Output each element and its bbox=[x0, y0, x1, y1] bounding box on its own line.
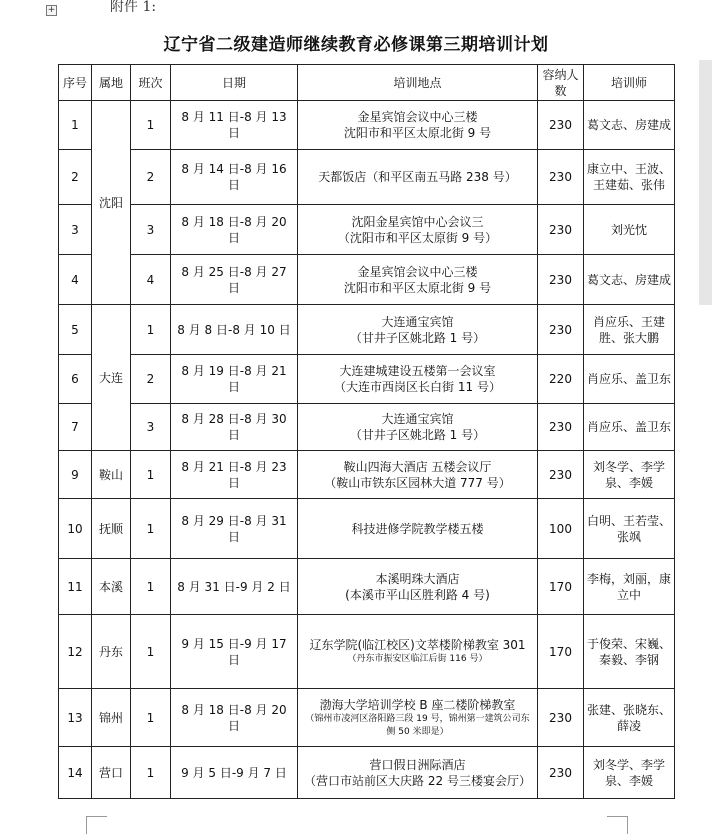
header-venue: 培训地点 bbox=[298, 65, 538, 101]
cell-trainer: 刘光忱 bbox=[584, 205, 675, 255]
table-row bbox=[59, 747, 675, 799]
cell-session: 1 bbox=[131, 499, 171, 559]
cell-date: 9 月 5 日-9 月 7 日 bbox=[171, 747, 298, 799]
cell-session: 3 bbox=[131, 205, 171, 255]
cell-date: 8 月 25 日-8 月 27 日 bbox=[171, 255, 298, 305]
venue-line-2: 沈阳市和平区太原北街 9 号 bbox=[343, 280, 492, 295]
table-row bbox=[59, 689, 675, 747]
header-region: 属地 bbox=[92, 65, 131, 101]
cell-trainer: 李梅，刘丽，康立中 bbox=[584, 559, 675, 615]
page-corner-mark-right bbox=[607, 816, 628, 834]
cell-capacity: 100 bbox=[538, 499, 584, 559]
venue-line-2: 沈阳市和平区太原北街 9 号 bbox=[343, 126, 492, 140]
header-session: 班次 bbox=[131, 65, 171, 101]
cell-seq: 7 bbox=[59, 404, 92, 451]
cell-venue bbox=[298, 305, 538, 355]
cell-region: 大连 bbox=[92, 305, 131, 451]
venue-line-1: 鞍山四海大酒店 五楼会议厅 bbox=[343, 459, 492, 474]
cell-session: 1 bbox=[131, 101, 171, 150]
cell-trainer: 肖应乐、王建胜、张大鹏 bbox=[584, 305, 675, 355]
venue-line-2: （丹东市振安区临江后街 116 号） bbox=[347, 654, 488, 664]
cell-seq: 3 bbox=[59, 205, 92, 255]
page-corner-mark-left bbox=[86, 816, 107, 834]
venue-line-2: （大连市西岗区长白街 11 号） bbox=[334, 380, 501, 394]
venue-line-2: (本溪市平山区胜利路 4 号) bbox=[345, 587, 490, 602]
venue-line-1: 营口假日洲际酒店 bbox=[369, 757, 466, 772]
cell-trainer: 于俊荣、宋巍、秦毅、李钢 bbox=[584, 615, 675, 689]
cell-date: 8 月 8 日-8 月 10 日 bbox=[171, 305, 298, 355]
table-row bbox=[59, 451, 675, 499]
cell-capacity: 230 bbox=[538, 101, 584, 150]
cell-capacity: 230 bbox=[538, 451, 584, 499]
table-row bbox=[59, 101, 675, 150]
table-row bbox=[59, 150, 675, 205]
venue-line-1: 天都饭店（和平区南五马路 238 号） bbox=[318, 170, 517, 184]
vertical-scrollbar[interactable] bbox=[699, 60, 712, 305]
venue-line-1: 金星宾馆会议中心三楼 bbox=[357, 110, 478, 124]
cell-trainer: 张建、张晓东、薛凌 bbox=[584, 689, 675, 747]
cell-date: 8 月 11 日-8 月 13 日 bbox=[171, 101, 298, 150]
cell-date: 8 月 21 日-8 月 23 日 bbox=[171, 451, 298, 499]
cell-venue bbox=[298, 615, 538, 689]
cell-session: 2 bbox=[131, 355, 171, 404]
cell-venue bbox=[298, 499, 538, 559]
venue-line-1: 本溪明珠大酒店 bbox=[375, 571, 460, 586]
cell-session: 3 bbox=[131, 404, 171, 451]
header-capacity: 容纳人数 bbox=[538, 65, 584, 101]
cell-capacity: 230 bbox=[538, 205, 584, 255]
cell-capacity: 230 bbox=[538, 255, 584, 305]
cell-session: 2 bbox=[131, 150, 171, 205]
table-row bbox=[59, 255, 675, 305]
cell-seq: 1 bbox=[59, 101, 92, 150]
cell-venue bbox=[298, 404, 538, 451]
table-move-handle-icon[interactable]: + bbox=[47, 5, 56, 15]
cell-region: 抚顺 bbox=[92, 499, 131, 559]
cell-date: 8 月 28 日-8 月 30 日 bbox=[171, 404, 298, 451]
cell-trainer: 肖应乐、盖卫东 bbox=[584, 404, 675, 451]
header-seq: 序号 bbox=[59, 65, 92, 101]
cell-date: 8 月 19 日-8 月 21 日 bbox=[171, 355, 298, 404]
cell-capacity: 220 bbox=[538, 355, 584, 404]
table-row bbox=[59, 205, 675, 255]
cell-region: 丹东 bbox=[92, 615, 131, 689]
cell-date: 8 月 18 日-8 月 20 日 bbox=[171, 689, 298, 747]
cell-region: 营口 bbox=[92, 747, 131, 799]
venue-line-2: （甘井子区姚北路 1 号） bbox=[349, 330, 486, 345]
cell-session: 1 bbox=[131, 615, 171, 689]
cell-trainer: 康立中、王波、王建茹、张伟 bbox=[584, 150, 675, 205]
cell-session: 1 bbox=[131, 559, 171, 615]
cell-venue bbox=[298, 150, 538, 205]
cell-date: 8 月 14 日-8 月 16 日 bbox=[171, 150, 298, 205]
cell-venue bbox=[298, 355, 538, 404]
venue-line-2: （营口市站前区大庆路 22 号三楼宴会厅） bbox=[304, 773, 531, 788]
cell-region: 沈阳 bbox=[92, 101, 131, 305]
venue-line-2: （鞍山市铁东区园林大道 777 号） bbox=[324, 475, 511, 490]
venue-line-1: 沈阳金星宾馆中心会议三 bbox=[351, 214, 484, 229]
cell-session: 1 bbox=[131, 305, 171, 355]
table-row bbox=[59, 499, 675, 559]
cell-venue bbox=[298, 689, 538, 747]
cell-capacity: 230 bbox=[538, 404, 584, 451]
cell-seq: 5 bbox=[59, 305, 92, 355]
cell-venue bbox=[298, 451, 538, 499]
training-plan-table bbox=[58, 64, 675, 799]
cell-date: 9 月 15 日-9 月 17 日 bbox=[171, 615, 298, 689]
cell-capacity: 230 bbox=[538, 689, 584, 747]
cell-venue bbox=[298, 101, 538, 150]
table-row bbox=[59, 404, 675, 451]
venue-line-1: 渤海大学培训学校 B 座二楼阶梯教室 bbox=[319, 697, 516, 712]
cell-trainer: 白明、王若莹、张飒 bbox=[584, 499, 675, 559]
cell-date: 8 月 31 日-9 月 2 日 bbox=[171, 559, 298, 615]
venue-line-1: 科技进修学院教学楼五楼 bbox=[351, 521, 484, 536]
cell-region: 本溪 bbox=[92, 559, 131, 615]
cell-venue bbox=[298, 559, 538, 615]
cell-seq: 9 bbox=[59, 451, 92, 499]
cell-date: 8 月 29 日-8 月 31 日 bbox=[171, 499, 298, 559]
cell-capacity: 230 bbox=[538, 747, 584, 799]
cell-capacity: 170 bbox=[538, 559, 584, 615]
cell-trainer: 肖应乐、盖卫东 bbox=[584, 355, 675, 404]
cell-venue bbox=[298, 205, 538, 255]
header-trainer: 培训师 bbox=[584, 65, 675, 101]
cell-seq: 6 bbox=[59, 355, 92, 404]
cell-session: 1 bbox=[131, 451, 171, 499]
table-row bbox=[59, 615, 675, 689]
cell-seq: 13 bbox=[59, 689, 92, 747]
cell-capacity: 230 bbox=[538, 150, 584, 205]
table-row bbox=[59, 355, 675, 404]
document-top-strip bbox=[0, 0, 712, 24]
cell-capacity: 230 bbox=[538, 305, 584, 355]
cell-date: 8 月 18 日-8 月 20 日 bbox=[171, 205, 298, 255]
cell-trainer: 葛文志、房建成 bbox=[584, 101, 675, 150]
cell-trainer: 刘冬学、李学泉、李媛 bbox=[584, 451, 675, 499]
cell-seq: 10 bbox=[59, 499, 92, 559]
cell-seq: 12 bbox=[59, 615, 92, 689]
table-row bbox=[59, 305, 675, 355]
cell-seq: 11 bbox=[59, 559, 92, 615]
cell-seq: 14 bbox=[59, 747, 92, 799]
venue-line-1: 大连通宝宾馆 bbox=[381, 412, 454, 426]
venue-line-2: （锦州市凌河区洛阳路三段 19 号，锦州第一建筑公司东侧 50 米即是） bbox=[305, 713, 530, 737]
venue-line-1: 金星宾馆会议中心三楼 bbox=[357, 264, 478, 279]
venue-line-1: 辽东学院(临江校区)文萃楼阶梯教室 301 bbox=[309, 638, 526, 652]
document-title: 辽宁省二级建造师继续教育必修课第三期培训计划 bbox=[163, 35, 549, 55]
cell-session: 4 bbox=[131, 255, 171, 305]
cell-seq: 2 bbox=[59, 150, 92, 205]
cell-region: 锦州 bbox=[92, 689, 131, 747]
cell-trainer: 葛文志、房建成 bbox=[584, 255, 675, 305]
cell-trainer: 刘冬学、李学泉、李媛 bbox=[584, 747, 675, 799]
cell-region: 鞍山 bbox=[92, 451, 131, 499]
attachment-label: 附件 1: bbox=[110, 0, 157, 15]
venue-line-2: （沈阳市和平区太原街 9 号） bbox=[337, 230, 498, 245]
cell-venue bbox=[298, 747, 538, 799]
header-date: 日期 bbox=[171, 65, 298, 101]
venue-line-2: （甘井子区姚北路 1 号） bbox=[349, 428, 486, 442]
venue-line-1: 大连通宝宾馆 bbox=[381, 314, 454, 329]
cell-seq: 4 bbox=[59, 255, 92, 305]
cell-session: 1 bbox=[131, 747, 171, 799]
cell-session: 1 bbox=[131, 689, 171, 747]
table-row bbox=[59, 559, 675, 615]
venue-line-1: 大连建城建设五楼第一会议室 bbox=[339, 364, 496, 378]
header-row bbox=[59, 65, 675, 101]
cell-venue bbox=[298, 255, 538, 305]
cell-capacity: 170 bbox=[538, 615, 584, 689]
